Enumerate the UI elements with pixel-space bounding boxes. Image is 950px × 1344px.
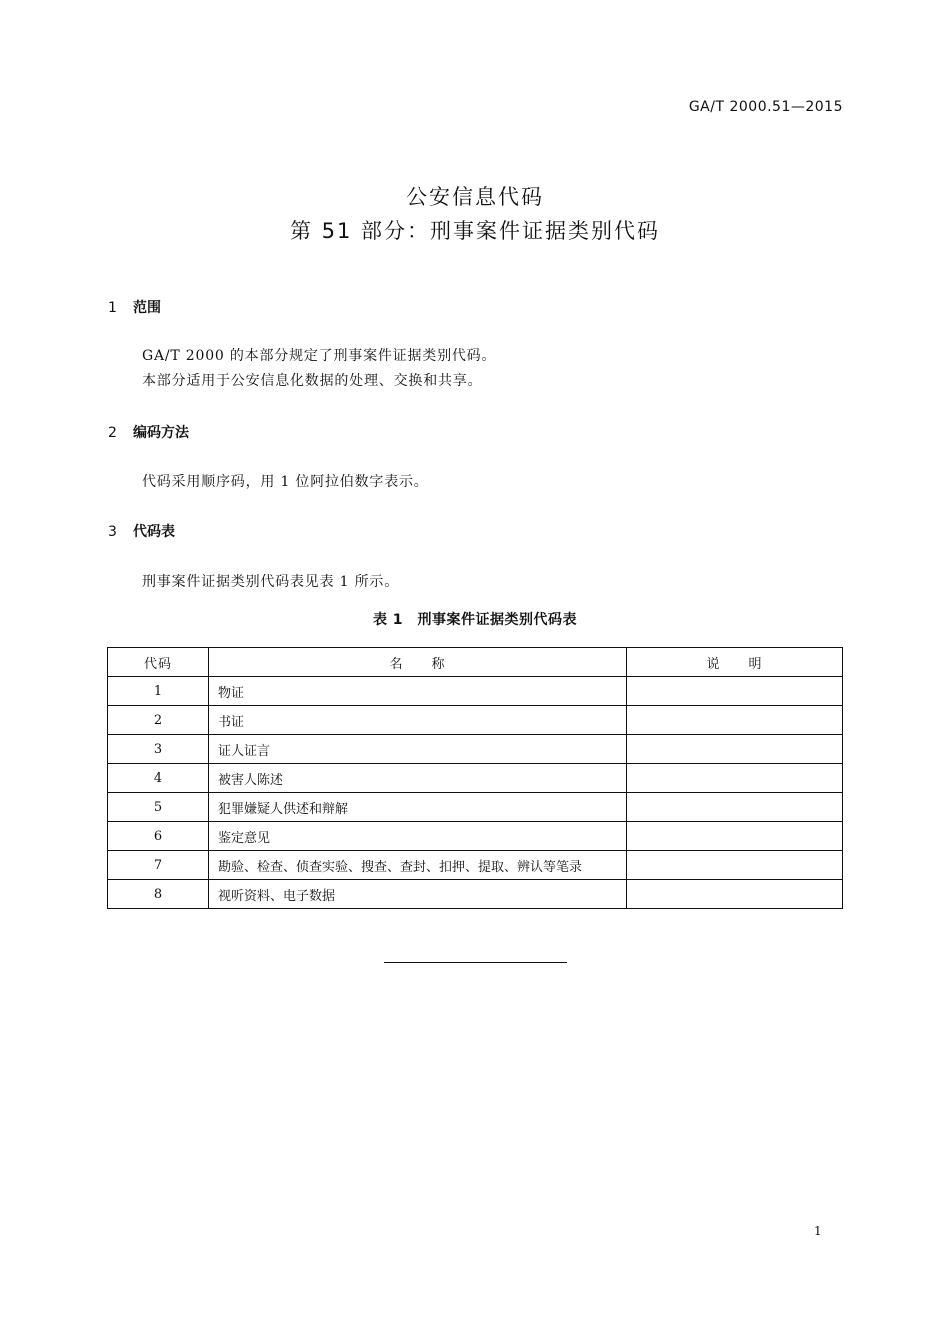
cell-code: 4 — [108, 764, 209, 793]
document-subtitle: 第 51 部分：刑事案件证据类别代码 — [289, 219, 661, 243]
code-table — [107, 647, 843, 909]
end-rule — [384, 962, 567, 963]
header-name: 名 称 — [209, 648, 627, 677]
cell-note — [627, 706, 843, 735]
table-row — [108, 793, 843, 822]
document-title: 公安信息代码 — [406, 185, 544, 209]
header-note: 说 明 — [627, 648, 843, 677]
cell-code: 6 — [108, 822, 209, 851]
cell-note — [627, 793, 843, 822]
cell-note — [627, 880, 843, 909]
header-code: 代码 — [108, 648, 209, 677]
section-title: 代码表 — [133, 524, 175, 540]
cell-code: 7 — [108, 851, 209, 880]
table-row — [108, 822, 843, 851]
cell-code: 2 — [108, 706, 209, 735]
section-heading-code-table — [108, 521, 175, 541]
section-number: 1 — [108, 300, 117, 316]
cell-note — [627, 822, 843, 851]
cell-note — [627, 677, 843, 706]
paragraph: GA/T 2000 的本部分规定了刑事案件证据类别代码。 — [142, 348, 497, 364]
section-number: 2 — [108, 425, 117, 441]
table-row — [108, 735, 843, 764]
section-title: 范围 — [133, 300, 161, 316]
table-header-row — [108, 648, 843, 677]
section-title: 编码方法 — [133, 425, 189, 441]
table-row — [108, 880, 843, 909]
cell-name: 书证 — [209, 706, 627, 735]
paragraph: 代码采用顺序码，用 1 位阿拉伯数字表示。 — [142, 474, 429, 490]
cell-code: 5 — [108, 793, 209, 822]
standard-code: GA/T 2000.51—2015 — [688, 99, 843, 115]
cell-name: 物证 — [209, 677, 627, 706]
section-number: 3 — [108, 524, 117, 540]
cell-code: 8 — [108, 880, 209, 909]
cell-note — [627, 851, 843, 880]
paragraph: 本部分适用于公安信息化数据的处理、交换和共享。 — [142, 373, 483, 389]
table-row — [108, 706, 843, 735]
section-heading-coding-method — [108, 422, 189, 442]
cell-name: 被害人陈述 — [209, 764, 627, 793]
cell-note — [627, 735, 843, 764]
cell-code: 3 — [108, 735, 209, 764]
cell-name: 犯罪嫌疑人供述和辩解 — [209, 793, 627, 822]
cell-name: 证人证言 — [209, 735, 627, 764]
table-row — [108, 677, 843, 706]
table-row — [108, 851, 843, 880]
cell-name: 勘验、检查、侦查实验、搜查、查封、扣押、提取、辨认等笔录 — [209, 851, 627, 880]
table-caption: 表 1 刑事案件证据类别代码表 — [372, 612, 578, 628]
cell-name: 鉴定意见 — [209, 822, 627, 851]
cell-name: 视听资料、电子数据 — [209, 880, 627, 909]
cell-note — [627, 764, 843, 793]
section-heading-scope — [108, 297, 161, 317]
table-row — [108, 764, 843, 793]
paragraph: 刑事案件证据类别代码表见表 1 所示。 — [142, 574, 400, 590]
page-number: 1 — [814, 1224, 822, 1238]
cell-code: 1 — [108, 677, 209, 706]
